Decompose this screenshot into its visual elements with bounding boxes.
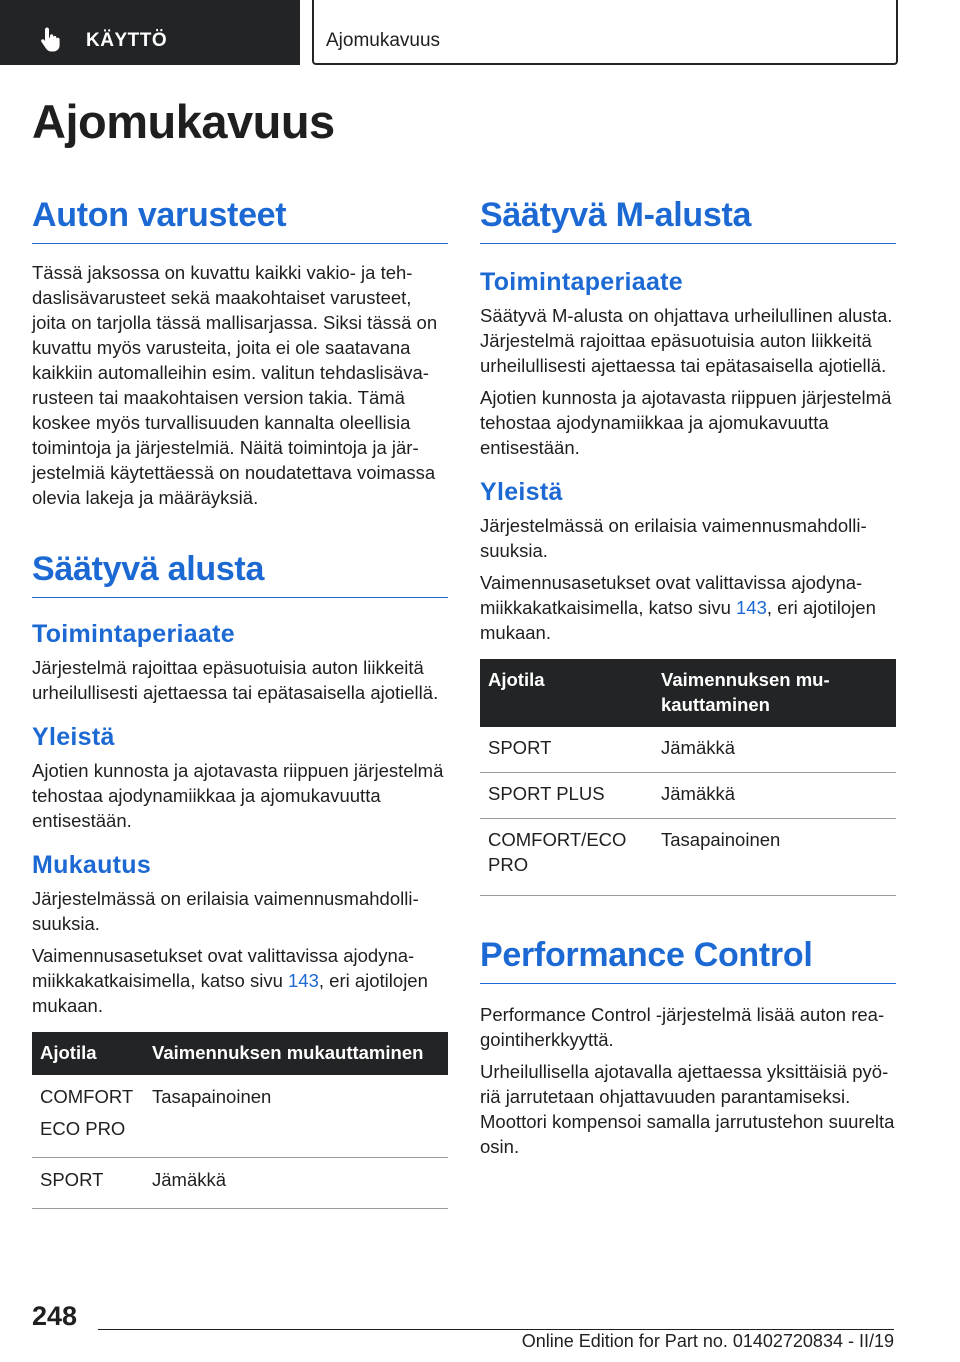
heading-adaptation: Mukautus xyxy=(32,851,152,879)
page-header xyxy=(0,0,960,66)
heading-adaptive-m-chassis: Säätyvä M-alusta xyxy=(480,186,896,244)
table-cell-damping: Tasapainoinen xyxy=(653,819,896,896)
table-header-mode: Ajotila xyxy=(32,1032,144,1075)
paragraph-performance-1: Performance Control -järjestelmä lisää auton reagointiherkkyyttä. xyxy=(480,1004,885,1050)
paragraph-adaptation-1: Järjestelmässä on erilaisia vaimennusmahdollisuuksia. xyxy=(32,888,419,934)
table-row xyxy=(32,1158,448,1209)
heading-equipment: Auton varusteet xyxy=(32,186,448,244)
table-cell-mode: SPORT xyxy=(32,1158,144,1209)
pointing-hand-icon xyxy=(40,26,64,52)
page-link[interactable]: 143 xyxy=(288,970,319,991)
chapter-label: Ajomukavuus xyxy=(326,30,441,51)
table-header-mode: Ajotila xyxy=(480,659,653,727)
table-row xyxy=(480,773,896,819)
table-cell-damping: Jämäkkä xyxy=(653,773,896,819)
page-number: 248 xyxy=(32,1301,78,1331)
table-cell-damping: Tasapainoinen xyxy=(144,1075,448,1158)
heading-principle: Toimintaperiaate xyxy=(480,268,683,296)
table-cell-damping: Jämäkkä xyxy=(653,727,896,773)
paragraph-adaptation-2: Vaimennusasetukset ovat valittavissa ajodynamiikkakatkaisimella, katso sivu 143, eri ajotilojen mukaan. xyxy=(32,945,428,1016)
paragraph-general-1: Järjestelmässä on erilaisia vaimennusmahdollisuuksia. xyxy=(480,515,867,561)
paragraph-principle: Järjestelmä rajoittaa epäsuotuisia auton liikkeitä urheilullisesti ajettaessa tai epätasaisella ajotiellä. xyxy=(32,657,439,703)
damping-table-left xyxy=(32,1032,448,1209)
page-title: Ajomukavuus xyxy=(32,95,335,148)
paragraph-equipment: Tässä jaksossa on kuvattu kaikki vakio- ja tehdaslisävarusteet sekä maakohtaiset varusteet, joita on tarjolla tässä mallisarjassa. Siksi tässä on kuvattu myös varusteita, joita ei ole saatavana kaikkiin automalleihin esim. valitun tehdaslisävarusteen tai maakohtaisen version takia. Tämä koskee myös turvallisuuden kannalta oleellisia toimintoja ja järjestelmiä. Näitä toimintoja ja järjestelmiä käytettäessä on noudatettava voimassa olevia lakeja ja määräyksiä. xyxy=(32,262,438,508)
paragraph-principle-2: Ajotien kunnosta ja ajotavasta riippuen järjestelmä tehostaa ajodynamiikkaa ja ajomukavuutta entisestään. xyxy=(480,387,892,458)
edition-note: Online Edition for Part no. 01402720834 - II/19 xyxy=(521,1331,894,1351)
heading-principle: Toimintaperiaate xyxy=(32,620,235,648)
section-label: KÄYTTÖ xyxy=(86,30,168,51)
heading-general: Yleistä xyxy=(480,478,563,506)
table-row xyxy=(480,819,896,896)
right-column xyxy=(480,186,896,1159)
damping-table-right xyxy=(480,659,896,896)
table-cell-mode: SPORT PLUS xyxy=(480,773,653,819)
table-cell-mode: COMFORT/ECO PRO xyxy=(480,819,653,896)
section-tab xyxy=(0,0,300,65)
paragraph-general-2: Vaimennusasetukset ovat valittavissa ajodynamiikkakatkaisimella, katso sivu 143, eri ajotilojen mukaan. xyxy=(480,572,876,643)
table-cell-mode: SPORT xyxy=(480,727,653,773)
heading-adaptive-chassis: Säätyvä alusta xyxy=(32,540,448,598)
left-column xyxy=(32,186,448,1209)
table-cell-damping: Jämäkkä xyxy=(144,1158,448,1209)
paragraph-principle-1: Säätyvä M-alusta on ohjattava urheilullinen alusta. Järjestelmä rajoittaa epäsuotuisia auton liikkeitä urheilullisesti ajettaessa tai epätasaisella ajotiellä. xyxy=(480,305,893,376)
heading-performance-control: Performance Control xyxy=(480,926,896,984)
paragraph-general: Ajotien kunnosta ja ajotavasta riippuen järjestelmä tehostaa ajodynamiikkaa ja ajomukavuutta entisestään. xyxy=(32,760,444,831)
table-header-row xyxy=(480,659,896,727)
chapter-tab xyxy=(312,0,898,65)
table-header-damping: Vaimennuksen mukauttaminen xyxy=(144,1032,448,1075)
page-link[interactable]: 143 xyxy=(736,597,767,618)
table-row xyxy=(480,727,896,773)
heading-general: Yleistä xyxy=(32,723,115,751)
table-header-damping: Vaimennuksen mukauttaminen xyxy=(653,659,896,727)
table-cell-mode: COMFORT ECO PRO xyxy=(32,1075,144,1158)
table-row xyxy=(32,1075,448,1158)
footer-divider xyxy=(98,1329,894,1330)
paragraph-performance-2: Urheilullisella ajotavalla ajettaessa yksittäisiä pyöriä jarrutetaan ohjattavuuden parantamiseksi. Moottori kompensoi samalla jarrutustehon suurelta osin. xyxy=(480,1061,895,1157)
table-header-row xyxy=(32,1032,448,1075)
